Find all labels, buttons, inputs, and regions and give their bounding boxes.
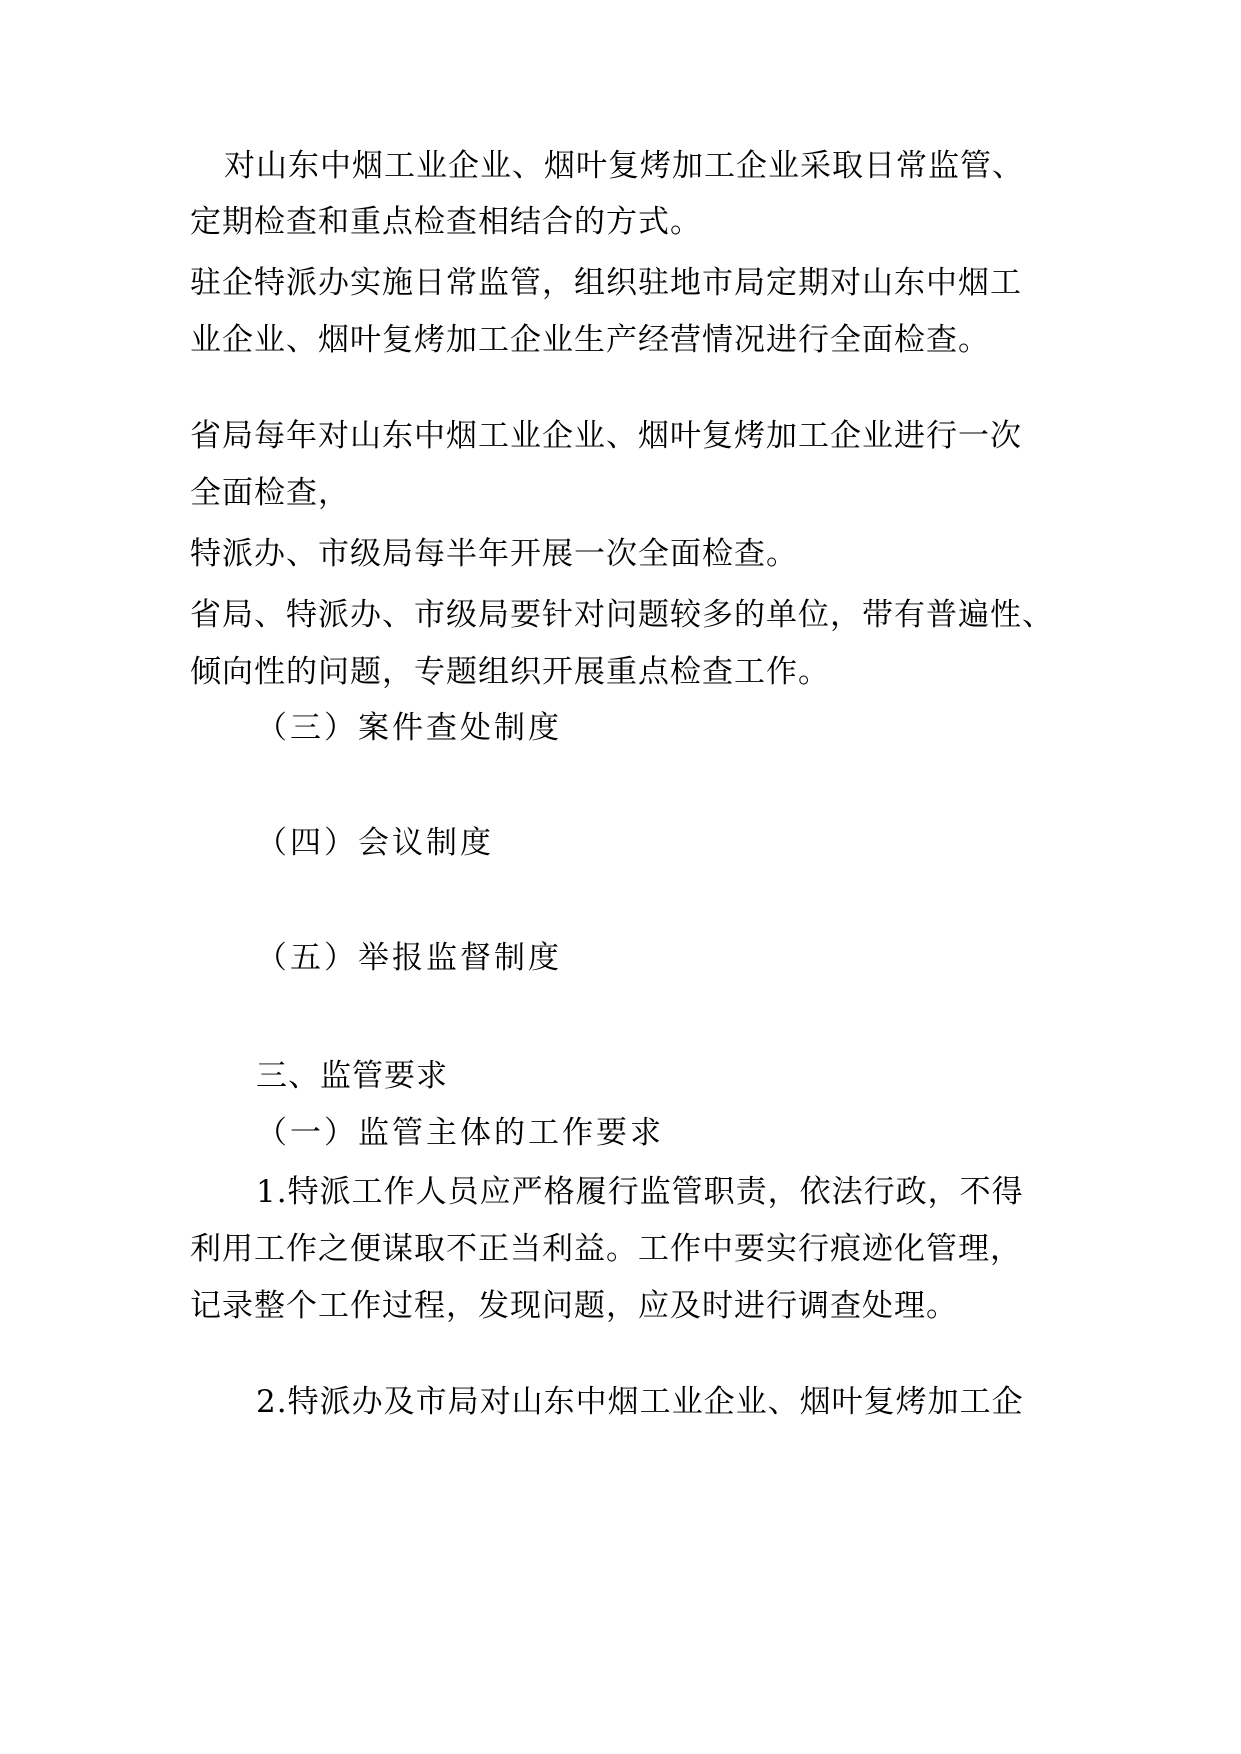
section-3-heading: 三、监管要求 <box>256 1058 448 1094</box>
item-2-line-1: 2.特派办及市局对山东中烟工业企业、烟叶复烤加工企 <box>256 1384 1024 1420</box>
subsection-4-heading: （四）会议制度 <box>256 825 494 861</box>
paragraph-3-line-1: 省局每年对山东中烟工业企业、烟叶复烤加工企业进行一次 <box>190 418 1022 454</box>
paragraph-4-line-1: 特派办、市级局每半年开展一次全面检查。 <box>190 536 798 572</box>
item-1-line-3: 记录整个工作过程，发现问题，应及时进行调查处理。 <box>190 1288 958 1324</box>
paragraph-2-line-2: 业企业、烟叶复烤加工企业生产经营情况进行全面检查。 <box>190 322 990 358</box>
paragraph-2-line-1: 驻企特派办实施日常监管，组织驻地市局定期对山东中烟工 <box>190 265 1022 301</box>
paragraph-5-line-1: 省局、特派办、市级局要针对问题较多的单位，带有普遍性、 <box>190 597 1054 633</box>
paragraph-1-line-2: 定期检查和重点检查相结合的方式。 <box>190 204 702 240</box>
paragraph-5-line-2: 倾向性的问题，专题组织开展重点检查工作。 <box>190 654 830 690</box>
item-1-line-2: 利用工作之便谋取不正当利益。工作中要实行痕迹化管理， <box>190 1231 1022 1267</box>
subsection-5-heading: （五）举报监督制度 <box>256 940 562 976</box>
paragraph-3-line-2: 全面检查， <box>190 475 350 511</box>
paragraph-1-line-1: 对山东中烟工业企业、烟叶复烤加工企业采取日常监管、 <box>224 148 1024 184</box>
item-1-line-1: 1.特派工作人员应严格履行监管职责，依法行政，不得 <box>256 1174 1024 1210</box>
subsection-3-1-heading: （一）监管主体的工作要求 <box>256 1115 664 1151</box>
subsection-3-heading: （三）案件查处制度 <box>256 710 562 746</box>
